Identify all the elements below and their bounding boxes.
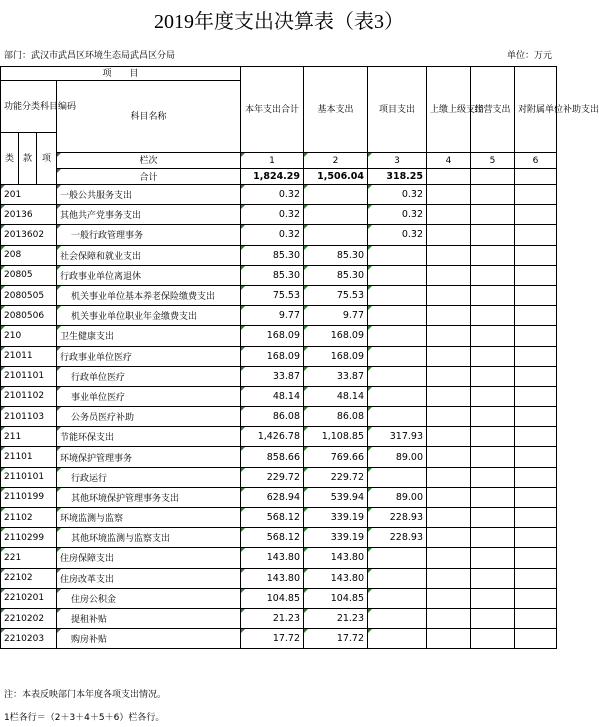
amount-upper bbox=[427, 487, 471, 507]
amount-basic: 229.72 bbox=[304, 467, 368, 487]
amount-business bbox=[471, 568, 515, 588]
amount-subsidy bbox=[515, 629, 557, 649]
amount-subsidy bbox=[515, 245, 557, 265]
subject-code: 210 bbox=[1, 326, 57, 346]
amount-subsidy bbox=[515, 608, 557, 628]
amount-basic bbox=[304, 205, 368, 225]
amount-upper bbox=[427, 548, 471, 568]
table-row bbox=[1, 447, 557, 467]
amount-subsidy bbox=[515, 265, 557, 285]
amount-project: 228.93 bbox=[368, 508, 427, 528]
amount-upper bbox=[427, 265, 471, 285]
amount-subsidy bbox=[515, 528, 557, 548]
subject-name: 行政运行 bbox=[57, 467, 241, 487]
amount-project: 0.32 bbox=[368, 205, 427, 225]
total-row bbox=[1, 169, 557, 185]
subject-name: 一般公共服务支出 bbox=[57, 185, 241, 205]
amount-total: 143.80 bbox=[241, 548, 304, 568]
table-row bbox=[1, 548, 557, 568]
column-number-label: 栏次 bbox=[57, 153, 241, 169]
amount-subsidy bbox=[515, 205, 557, 225]
table-row bbox=[1, 608, 557, 628]
amount-total: 0.32 bbox=[241, 205, 304, 225]
header-subsidy: 对附属单位补助支出 bbox=[515, 67, 557, 153]
amount-project bbox=[368, 629, 427, 649]
table-row bbox=[1, 306, 557, 326]
col-num-2: 2 bbox=[304, 153, 368, 169]
amount-basic: 85.30 bbox=[304, 265, 368, 285]
amount-project: 89.00 bbox=[368, 447, 427, 467]
subject-name: 行政事业单位医疗 bbox=[57, 346, 241, 366]
amount-subsidy bbox=[515, 407, 557, 427]
subject-name: 行政事业单位离退休 bbox=[57, 265, 241, 285]
amount-total: 0.32 bbox=[241, 225, 304, 245]
amount-upper bbox=[427, 608, 471, 628]
amount-business bbox=[471, 326, 515, 346]
amount-business bbox=[471, 407, 515, 427]
amount-project bbox=[368, 326, 427, 346]
amount-project bbox=[368, 265, 427, 285]
subject-name: 住房改革支出 bbox=[57, 568, 241, 588]
amount-total: 75.53 bbox=[241, 285, 304, 305]
table-row bbox=[1, 185, 557, 205]
amount-total: 858.66 bbox=[241, 447, 304, 467]
subject-name: 公务员医疗补助 bbox=[57, 407, 241, 427]
amount-basic: 48.14 bbox=[304, 386, 368, 406]
amount-upper bbox=[427, 366, 471, 386]
amount-subsidy bbox=[515, 306, 557, 326]
amount-subsidy bbox=[515, 487, 557, 507]
amount-subsidy bbox=[515, 427, 557, 447]
subject-code: 2110101 bbox=[1, 467, 57, 487]
subject-name: 其他环境保护管理事务支出 bbox=[57, 487, 241, 507]
table-row bbox=[1, 427, 557, 447]
table-row bbox=[1, 487, 557, 507]
amount-subsidy bbox=[515, 568, 557, 588]
subject-name: 住房公积金 bbox=[57, 588, 241, 608]
total-total: 1,824.29 bbox=[241, 169, 304, 185]
total-label: 合计 bbox=[57, 169, 241, 185]
unit-label: 单位：万元 bbox=[506, 51, 552, 61]
amount-total: 568.12 bbox=[241, 528, 304, 548]
amount-project: 0.32 bbox=[368, 185, 427, 205]
amount-upper bbox=[427, 225, 471, 245]
amount-basic: 85.30 bbox=[304, 245, 368, 265]
subject-code: 2101101 bbox=[1, 366, 57, 386]
amount-total: 86.08 bbox=[241, 407, 304, 427]
amount-basic: 339.19 bbox=[304, 528, 368, 548]
amount-basic: 33.87 bbox=[304, 366, 368, 386]
subject-code: 208 bbox=[1, 245, 57, 265]
col-num-3: 3 bbox=[368, 153, 427, 169]
col-num-1: 1 bbox=[241, 153, 304, 169]
amount-upper bbox=[427, 467, 471, 487]
amount-total: 568.12 bbox=[241, 508, 304, 528]
table-row bbox=[1, 366, 557, 386]
table-row bbox=[1, 467, 557, 487]
amount-basic: 9.77 bbox=[304, 306, 368, 326]
amount-upper bbox=[427, 447, 471, 467]
expenditure-table bbox=[0, 66, 599, 649]
amount-subsidy bbox=[515, 326, 557, 346]
amount-basic: 168.09 bbox=[304, 346, 368, 366]
subject-code: 211 bbox=[1, 427, 57, 447]
amount-upper bbox=[427, 346, 471, 366]
subject-name: 事业单位医疗 bbox=[57, 386, 241, 406]
header-upper: 上缴上级支出 bbox=[427, 67, 471, 153]
total-basic: 1,506.04 bbox=[304, 169, 368, 185]
amount-subsidy bbox=[515, 588, 557, 608]
amount-upper bbox=[427, 407, 471, 427]
amount-project bbox=[368, 366, 427, 386]
amount-business bbox=[471, 306, 515, 326]
amount-subsidy bbox=[515, 185, 557, 205]
amount-project bbox=[368, 245, 427, 265]
amount-upper bbox=[427, 205, 471, 225]
subject-name: 机关事业单位基本养老保险缴费支出 bbox=[57, 285, 241, 305]
subject-code: 2210201 bbox=[1, 588, 57, 608]
subject-name: 环境保护管理事务 bbox=[57, 447, 241, 467]
amount-business bbox=[471, 467, 515, 487]
amount-project bbox=[368, 346, 427, 366]
amount-project bbox=[368, 407, 427, 427]
amount-business bbox=[471, 245, 515, 265]
amount-total: 168.09 bbox=[241, 326, 304, 346]
subject-code: 2080506 bbox=[1, 306, 57, 326]
amount-total: 21.23 bbox=[241, 608, 304, 628]
table-row bbox=[1, 265, 557, 285]
amount-business bbox=[471, 225, 515, 245]
amount-project: 317.93 bbox=[368, 427, 427, 447]
subject-code: 2110299 bbox=[1, 528, 57, 548]
subject-name: 节能环保支出 bbox=[57, 427, 241, 447]
subject-name: 购房补贴 bbox=[57, 629, 241, 649]
amount-project bbox=[368, 306, 427, 326]
amount-business bbox=[471, 205, 515, 225]
table-row bbox=[1, 205, 557, 225]
amount-total: 9.77 bbox=[241, 306, 304, 326]
amount-business bbox=[471, 386, 515, 406]
header-item: 项 目 bbox=[1, 67, 241, 81]
amount-project bbox=[368, 608, 427, 628]
header-total: 本年支出合计 bbox=[241, 67, 304, 153]
amount-upper bbox=[427, 285, 471, 305]
amount-business bbox=[471, 427, 515, 447]
table-row bbox=[1, 225, 557, 245]
subject-code: 20136 bbox=[1, 205, 57, 225]
amount-basic bbox=[304, 185, 368, 205]
amount-upper bbox=[427, 427, 471, 447]
header-func-code: 功能分类科目编码 bbox=[1, 81, 57, 133]
amount-basic: 769.66 bbox=[304, 447, 368, 467]
amount-total: 33.87 bbox=[241, 366, 304, 386]
col-num-5: 5 bbox=[471, 153, 515, 169]
header-xiang: 项 bbox=[37, 133, 57, 185]
amount-basic: 17.72 bbox=[304, 629, 368, 649]
amount-project bbox=[368, 386, 427, 406]
amount-upper bbox=[427, 386, 471, 406]
amount-basic bbox=[304, 225, 368, 245]
amount-basic: 339.19 bbox=[304, 508, 368, 528]
amount-business bbox=[471, 346, 515, 366]
header-business: 经营支出 bbox=[471, 67, 515, 153]
amount-project bbox=[368, 588, 427, 608]
subject-name: 其他环境监测与监察支出 bbox=[57, 528, 241, 548]
amount-total: 168.09 bbox=[241, 346, 304, 366]
amount-upper bbox=[427, 588, 471, 608]
amount-subsidy bbox=[515, 366, 557, 386]
amount-business bbox=[471, 185, 515, 205]
amount-business bbox=[471, 265, 515, 285]
table-title: 2019年度支出决算表（表3） bbox=[154, 11, 404, 33]
amount-business bbox=[471, 285, 515, 305]
subject-code: 21102 bbox=[1, 508, 57, 528]
amount-total: 628.94 bbox=[241, 487, 304, 507]
table-row bbox=[1, 508, 557, 528]
subject-code: 22102 bbox=[1, 568, 57, 588]
subject-code: 2210203 bbox=[1, 629, 57, 649]
subject-code: 2080505 bbox=[1, 285, 57, 305]
amount-upper bbox=[427, 326, 471, 346]
amount-basic: 539.94 bbox=[304, 487, 368, 507]
subject-name: 住房保障支出 bbox=[57, 548, 241, 568]
amount-business bbox=[471, 608, 515, 628]
amount-basic: 168.09 bbox=[304, 326, 368, 346]
header-subject-name: 科目名称 bbox=[57, 81, 241, 153]
col-num-4: 4 bbox=[427, 153, 471, 169]
amount-total: 0.32 bbox=[241, 185, 304, 205]
subject-code: 221 bbox=[1, 548, 57, 568]
amount-subsidy bbox=[515, 548, 557, 568]
amount-business bbox=[471, 588, 515, 608]
amount-subsidy bbox=[515, 285, 557, 305]
amount-total: 143.80 bbox=[241, 568, 304, 588]
amount-total: 85.30 bbox=[241, 265, 304, 285]
table-row bbox=[1, 568, 557, 588]
amount-business bbox=[471, 548, 515, 568]
amount-total: 229.72 bbox=[241, 467, 304, 487]
subject-name: 卫生健康支出 bbox=[57, 326, 241, 346]
amount-upper bbox=[427, 629, 471, 649]
amount-basic: 21.23 bbox=[304, 608, 368, 628]
subject-code: 21101 bbox=[1, 447, 57, 467]
table-row bbox=[1, 407, 557, 427]
header-basic: 基本支出 bbox=[304, 67, 368, 153]
note-line-1: 注：本表反映部门本年度各项支出情况。 bbox=[4, 690, 167, 700]
total-project: 318.25 bbox=[368, 169, 427, 185]
subject-code: 21011 bbox=[1, 346, 57, 366]
amount-subsidy bbox=[515, 447, 557, 467]
amount-upper bbox=[427, 568, 471, 588]
amount-total: 48.14 bbox=[241, 386, 304, 406]
subject-name: 行政单位医疗 bbox=[57, 366, 241, 386]
amount-basic: 86.08 bbox=[304, 407, 368, 427]
amount-business bbox=[471, 528, 515, 548]
amount-total: 17.72 bbox=[241, 629, 304, 649]
subject-code: 20805 bbox=[1, 265, 57, 285]
amount-upper bbox=[427, 508, 471, 528]
subject-name: 机关事业单位职业年金缴费支出 bbox=[57, 306, 241, 326]
amount-basic: 75.53 bbox=[304, 285, 368, 305]
amount-business bbox=[471, 487, 515, 507]
amount-business bbox=[471, 366, 515, 386]
table-row bbox=[1, 386, 557, 406]
header-project: 项目支出 bbox=[368, 67, 427, 153]
amount-total: 85.30 bbox=[241, 245, 304, 265]
amount-total: 1,426.78 bbox=[241, 427, 304, 447]
subject-code: 2013602 bbox=[1, 225, 57, 245]
note-line-2: 1栏各行＝（2＋3＋4＋5＋6）栏各行。 bbox=[4, 713, 165, 723]
header-lei: 类 bbox=[1, 133, 19, 185]
subject-code: 2101102 bbox=[1, 386, 57, 406]
amount-project: 89.00 bbox=[368, 487, 427, 507]
amount-business bbox=[471, 447, 515, 467]
subject-name: 其他共产党事务支出 bbox=[57, 205, 241, 225]
amount-upper bbox=[427, 245, 471, 265]
table-row bbox=[1, 346, 557, 366]
amount-business bbox=[471, 508, 515, 528]
amount-basic: 143.80 bbox=[304, 548, 368, 568]
amount-subsidy bbox=[515, 467, 557, 487]
subject-name: 环境监测与监察 bbox=[57, 508, 241, 528]
table-row bbox=[1, 326, 557, 346]
amount-subsidy bbox=[515, 346, 557, 366]
amount-upper bbox=[427, 528, 471, 548]
amount-subsidy bbox=[515, 508, 557, 528]
subject-code: 2101103 bbox=[1, 407, 57, 427]
table-row bbox=[1, 629, 557, 649]
subject-code: 2210202 bbox=[1, 608, 57, 628]
amount-basic: 143.80 bbox=[304, 568, 368, 588]
table-row bbox=[1, 588, 557, 608]
department-label: 部门：武汉市武昌区环境生态局武昌区分局 bbox=[4, 51, 176, 61]
table-row bbox=[1, 528, 557, 548]
subject-name: 社会保障和就业支出 bbox=[57, 245, 241, 265]
amount-project: 228.93 bbox=[368, 528, 427, 548]
table-row bbox=[1, 245, 557, 265]
subject-code: 201 bbox=[1, 185, 57, 205]
amount-upper bbox=[427, 306, 471, 326]
col-num-6: 6 bbox=[515, 153, 557, 169]
amount-basic: 104.85 bbox=[304, 588, 368, 608]
amount-basic: 1,108.85 bbox=[304, 427, 368, 447]
amount-subsidy bbox=[515, 386, 557, 406]
amount-project bbox=[368, 548, 427, 568]
amount-business bbox=[471, 629, 515, 649]
amount-project: 0.32 bbox=[368, 225, 427, 245]
amount-total: 104.85 bbox=[241, 588, 304, 608]
amount-project bbox=[368, 467, 427, 487]
amount-upper bbox=[427, 185, 471, 205]
table-row bbox=[1, 285, 557, 305]
amount-subsidy bbox=[515, 225, 557, 245]
amount-project bbox=[368, 568, 427, 588]
header-kuan: 款 bbox=[19, 133, 37, 185]
subject-code: 2110199 bbox=[1, 487, 57, 507]
subject-name: 一般行政管理事务 bbox=[57, 225, 241, 245]
amount-project bbox=[368, 285, 427, 305]
subject-name: 提租补贴 bbox=[57, 608, 241, 628]
